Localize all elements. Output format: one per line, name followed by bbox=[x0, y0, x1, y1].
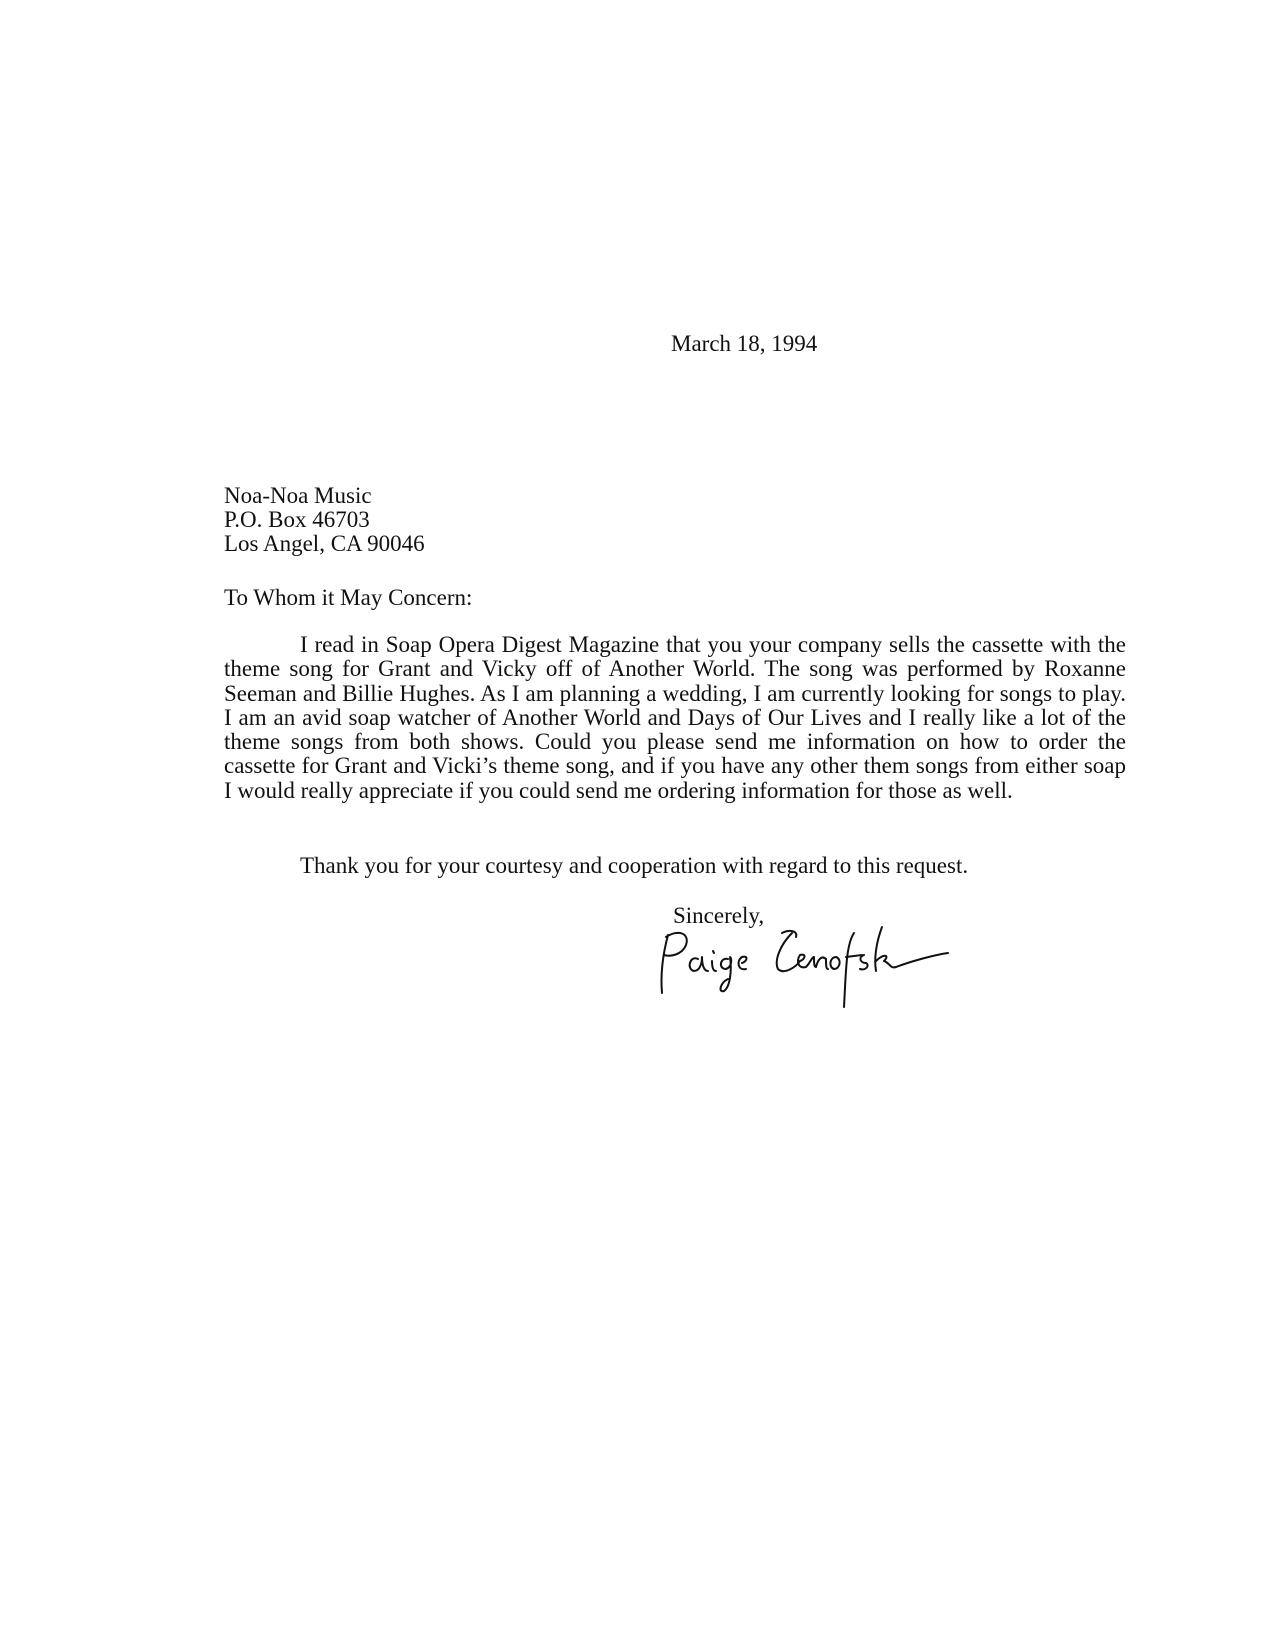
salutation: To Whom it May Concern: bbox=[224, 585, 473, 610]
body-paragraph: I read in Soap Opera Digest Magazine that you your company sells the cassette with the theme song for Grant and Vicky off of Another World. The song was performed by Roxanne Seeman and Billie Hughes. As I am planning a wedding, I am currently looking for songs to play. I am an avid soap watcher of Another World and Days of Our Lives and I really like a lot of the theme songs from both shows. Could you please send me information on how to order the cassette for Grant and Vicki’s theme song, and if you have any other them songs from either soap I would really appreciate if you could send me ordering information for those as well. bbox=[224, 632, 1126, 803]
recipient-name: Noa-Noa Music bbox=[224, 483, 372, 508]
thanks-line: Thank you for your courtesy and cooperation with regard to this request. bbox=[300, 853, 969, 878]
closing: Sincerely, bbox=[673, 903, 765, 928]
recipient-po-box: P.O. Box 46703 bbox=[224, 507, 370, 532]
handwritten-signature bbox=[650, 915, 950, 1010]
recipient-address bbox=[224, 484, 425, 556]
recipient-city-line: Los Angel, CA 90046 bbox=[224, 531, 425, 556]
letter-date: March 18, 1994 bbox=[671, 331, 818, 356]
